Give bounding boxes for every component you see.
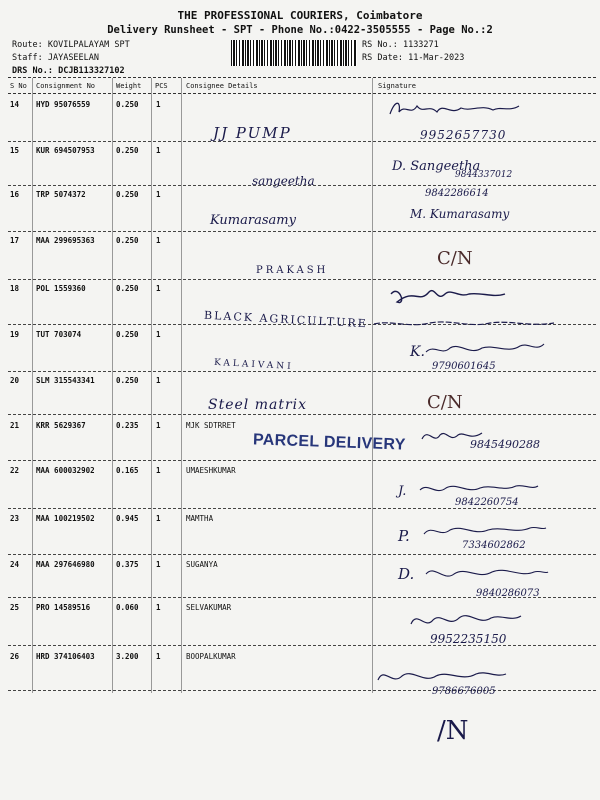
row-weight: 0.250	[116, 330, 139, 339]
barcode	[231, 40, 357, 66]
row-pcs: 1	[156, 190, 161, 199]
handwritten-signature: D. Sangeetha	[392, 159, 481, 174]
row-sno: 16	[10, 190, 20, 199]
handwritten-consignee: BLACK AGRICULTURE	[203, 308, 369, 331]
column-divider	[181, 78, 182, 693]
row-weight: 0.235	[116, 421, 139, 430]
handwritten-phone: 9842286614	[425, 188, 489, 199]
signature-scribble	[420, 338, 550, 362]
handwritten-signature: M. Kumarasamy	[410, 207, 510, 221]
handwritten-consignee: JJ PUMP	[213, 124, 292, 142]
row-consignment-no: TRP 5074372	[36, 190, 86, 199]
row-divider	[8, 645, 596, 646]
row-weight: 0.375	[116, 560, 139, 569]
handwritten-mark: C/N	[437, 248, 473, 269]
header-bottom-rule	[8, 93, 596, 94]
rs-info	[362, 39, 464, 65]
handwritten-signature: P.	[398, 527, 410, 545]
row-weight: 0.250	[116, 190, 139, 199]
rs-no-label: RS No.:	[362, 40, 398, 50]
row-divider	[8, 460, 596, 461]
row-pcs: 1	[156, 376, 161, 385]
document-title: THE PROFESSIONAL COURIERS, Coimbatore	[177, 9, 423, 22]
row-pcs: 1	[156, 284, 161, 293]
col-consignment-header: Consignment No	[36, 82, 96, 90]
handwritten-phone: 9786676005	[432, 686, 496, 697]
handwritten-phone: 9952657730	[420, 128, 507, 142]
row-sno: 26	[10, 652, 20, 661]
row-divider	[8, 414, 596, 415]
row-consignment-no: HRD 374106403	[36, 652, 95, 661]
handwritten-mark: C/N	[427, 392, 463, 413]
row-pcs: 1	[156, 146, 161, 155]
header-top-rule	[8, 77, 596, 78]
signature-scribble	[420, 562, 550, 586]
signature-scribble	[385, 96, 525, 124]
row-consignment-no: HYD 95076559	[36, 100, 91, 109]
row-sno: 21	[10, 421, 20, 430]
row-consignment-no: TUT 703074	[36, 330, 82, 339]
rs-date-label: RS Date:	[362, 53, 403, 63]
row-weight: 0.250	[116, 146, 139, 155]
handwritten-signature: K.	[410, 344, 425, 360]
handwritten-phone: 9840286073	[476, 588, 540, 599]
row-consignment-no: PRO 14589516	[36, 603, 91, 612]
signature-scribble	[405, 608, 525, 634]
drs-value: DCJB113327102	[58, 66, 125, 76]
column-divider	[372, 78, 373, 693]
signature-scribble	[418, 425, 488, 449]
handwritten-consignee: sangeetha	[252, 174, 315, 188]
col-weight-header: Weight	[116, 82, 142, 90]
row-consignee: MJK SDTRRET	[186, 421, 236, 430]
row-consignment-no: KRR 5629367	[36, 421, 86, 430]
route-info	[12, 39, 130, 78]
row-weight: 0.945	[116, 514, 139, 523]
row-divider	[8, 279, 596, 280]
row-sno: 18	[10, 284, 20, 293]
signature-scribble	[370, 314, 560, 334]
row-pcs: 1	[156, 100, 161, 109]
row-consignment-no: POL 1559360	[36, 284, 86, 293]
handwritten-signature: J.	[398, 484, 407, 499]
staff-label: Staff:	[12, 53, 43, 63]
signature-scribble	[412, 478, 542, 500]
handwritten-phone: 9845490288	[470, 438, 540, 451]
row-pcs: 1	[156, 603, 161, 612]
row-consignee: BOOPALKUMAR	[186, 652, 236, 661]
handwritten-phone: 9952235150	[430, 632, 507, 646]
document-subtitle: Delivery Runsheet - SPT - Phone No.:0422-3505555 - Page No.:2	[107, 24, 493, 36]
signature-scribble	[418, 520, 548, 542]
col-signature-header: Signature	[378, 82, 416, 90]
row-consignment-no: KUR 694507953	[36, 146, 95, 155]
row-pcs: 1	[156, 514, 161, 523]
row-sno: 23	[10, 514, 20, 523]
column-divider	[151, 78, 152, 693]
staff-value: JAYASEELAN	[47, 53, 100, 63]
handwritten-consignee: Kumarasamy	[210, 213, 296, 228]
handwritten-signature: D.	[398, 565, 415, 583]
row-pcs: 1	[156, 466, 161, 475]
row-weight: 0.165	[116, 466, 139, 475]
row-sno: 24	[10, 560, 20, 569]
signature-scribble	[370, 664, 510, 690]
row-weight: 0.250	[116, 236, 139, 245]
col-sno-header: S No	[10, 82, 27, 90]
row-consignment-no: MAA 299695363	[36, 236, 95, 245]
handwritten-phone: 7334602862	[462, 540, 526, 551]
row-consignment-no: MAA 100219502	[36, 514, 95, 523]
handwritten-phone: 9790601645	[432, 361, 496, 372]
row-consignment-no: MAA 297646980	[36, 560, 95, 569]
row-pcs: 1	[156, 652, 161, 661]
route-value: KOVILPALAYAM SPT	[47, 40, 130, 50]
row-divider	[8, 231, 596, 232]
route-label: Route:	[12, 40, 43, 50]
signature-scribble	[385, 282, 525, 310]
row-divider	[8, 690, 596, 691]
col-consignee-header: Consignee Details	[186, 82, 258, 90]
row-sno: 15	[10, 146, 20, 155]
handwritten-consignee: KALAIVANI	[213, 357, 294, 373]
column-divider	[32, 78, 33, 693]
rs-date-value: 11-Mar-2023	[408, 53, 465, 63]
row-pcs: 1	[156, 421, 161, 430]
row-divider	[8, 508, 596, 509]
handwritten-phone: 9842260754	[455, 497, 519, 508]
column-divider	[112, 78, 113, 693]
row-sno: 20	[10, 376, 20, 385]
row-sno: 25	[10, 603, 20, 612]
col-pcs-header: PCS	[155, 82, 168, 90]
row-sno: 14	[10, 100, 20, 109]
drs-label: DRS No.:	[12, 66, 53, 76]
row-consignee: SUGANYA	[186, 560, 218, 569]
row-pcs: 1	[156, 236, 161, 245]
parcel-delivery-stamp: PARCEL DELIVERY	[252, 431, 406, 454]
row-weight: 0.250	[116, 284, 139, 293]
handwritten-consignee: PRAKASH	[256, 265, 329, 276]
row-consignment-no: SLM 315543341	[36, 376, 95, 385]
row-sno: 19	[10, 330, 20, 339]
row-pcs: 1	[156, 560, 161, 569]
row-pcs: 1	[156, 330, 161, 339]
row-consignee: UMAESHKUMAR	[186, 466, 236, 475]
row-divider	[8, 371, 596, 372]
rs-no-value: 1133271	[402, 40, 439, 50]
row-weight: 0.250	[116, 376, 139, 385]
handwritten-mark: /N	[437, 716, 469, 746]
handwritten-phone: 9844337012	[455, 170, 513, 180]
handwritten-consignee: Steel matrix	[208, 397, 308, 413]
row-sno: 22	[10, 466, 20, 475]
row-consignment-no: MAA 600032902	[36, 466, 95, 475]
row-consignee: MAMTHA	[186, 514, 214, 523]
row-sno: 17	[10, 236, 20, 245]
row-divider	[8, 554, 596, 555]
row-divider	[8, 141, 596, 142]
row-consignee: SELVAKUMAR	[186, 603, 232, 612]
row-weight: 0.250	[116, 100, 139, 109]
row-weight: 3.200	[116, 652, 139, 661]
row-weight: 0.060	[116, 603, 139, 612]
